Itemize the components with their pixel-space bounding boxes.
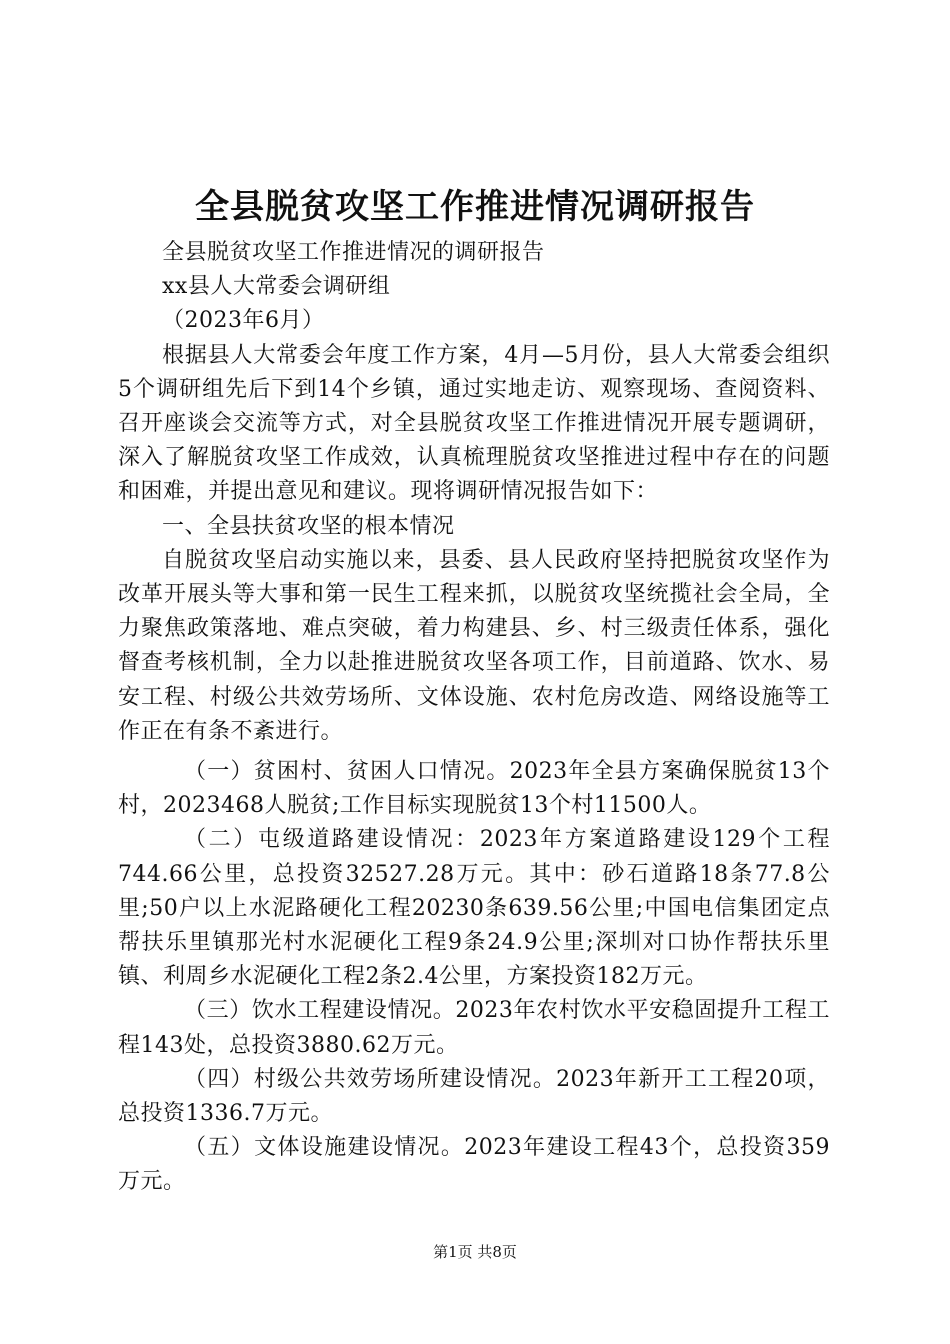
date-line: （2023年6月） (162, 308, 325, 334)
item-paragraph-2: （二）屯级道路建设情况：2023年方案道路建设129个工程744.66公里，总投资32527.28万元。其中：砂石道路18条77.8公里;50户以上水泥路硬化工程20230条639.56公里;中国电信集团定点帮扶乐里镇那光村水泥硬化工程9条24.9公里;深圳对口协作帮扶乐里镇、利周乡水泥硬化工程2条2.4公里，方案投资182万元。 (118, 827, 830, 990)
document-title: 全县脱贫攻坚工作推进情况调研报告 (195, 187, 755, 227)
item-paragraph-3: （三）饮水工程建设情况。2023年农村饮水平安稳固提升工程工程143处，总投资3880.62万元。 (118, 998, 830, 1058)
item-paragraph-5: （五）文体设施建设情况。2023年建设工程43个，总投资359万元。 (118, 1135, 830, 1195)
subtitle-line: 全县脱贫攻坚工作推进情况的调研报告 (162, 240, 545, 265)
body-block-intro (118, 236, 830, 749)
page-footer: 第1页 共8页 (433, 1243, 517, 1261)
section-1-paragraph: 自脱贫攻坚启动实施以来，县委、县人民政府坚持把脱贫攻坚作为改革开展头等大事和第一民生工程来抓，以脱贫攻坚统揽社会全局，全力聚焦政策落地、难点突破，着力构建县、乡、村三级责任体系，强化督查考核机制，全力以赴推进脱贫攻坚各项工作，目前道路、饮水、易安工程、村级公共效劳场所、文体设施、农村危房改造、网络设施等工作正在有条不紊进行。 (118, 547, 830, 744)
author-line: xx县人大常委会调研组 (162, 274, 391, 300)
item-paragraph-1: （一）贫困村、贫困人口情况。2023年全县方案确保脱贫13个村，2023468人脱贫;工作目标实现脱贫13个村11500人。 (118, 759, 830, 819)
item-paragraph-4: （四）村级公共效劳场所建设情况。2023年新开工工程20项，总投资1336.7万元。 (118, 1066, 830, 1127)
section-heading-1: 一、全县扶贫攻坚的根本情况 (162, 513, 455, 539)
intro-paragraph: 根据县人大常委会年度工作方案，4月—5月份，县人大常委会组织5个调研组先后下到14个乡镇，通过实地走访、观察现场、查阅资料、召开座谈会交流等方式，对全县脱贫攻坚工作推进情况开展专题调研，深入了解脱贫攻坚工作成效，认真梳理脱贫攻坚推进过程中存在的问题和困难，并提出意见和建议。现将调研情况报告如下： (118, 342, 830, 505)
body-block-items (118, 755, 830, 1200)
